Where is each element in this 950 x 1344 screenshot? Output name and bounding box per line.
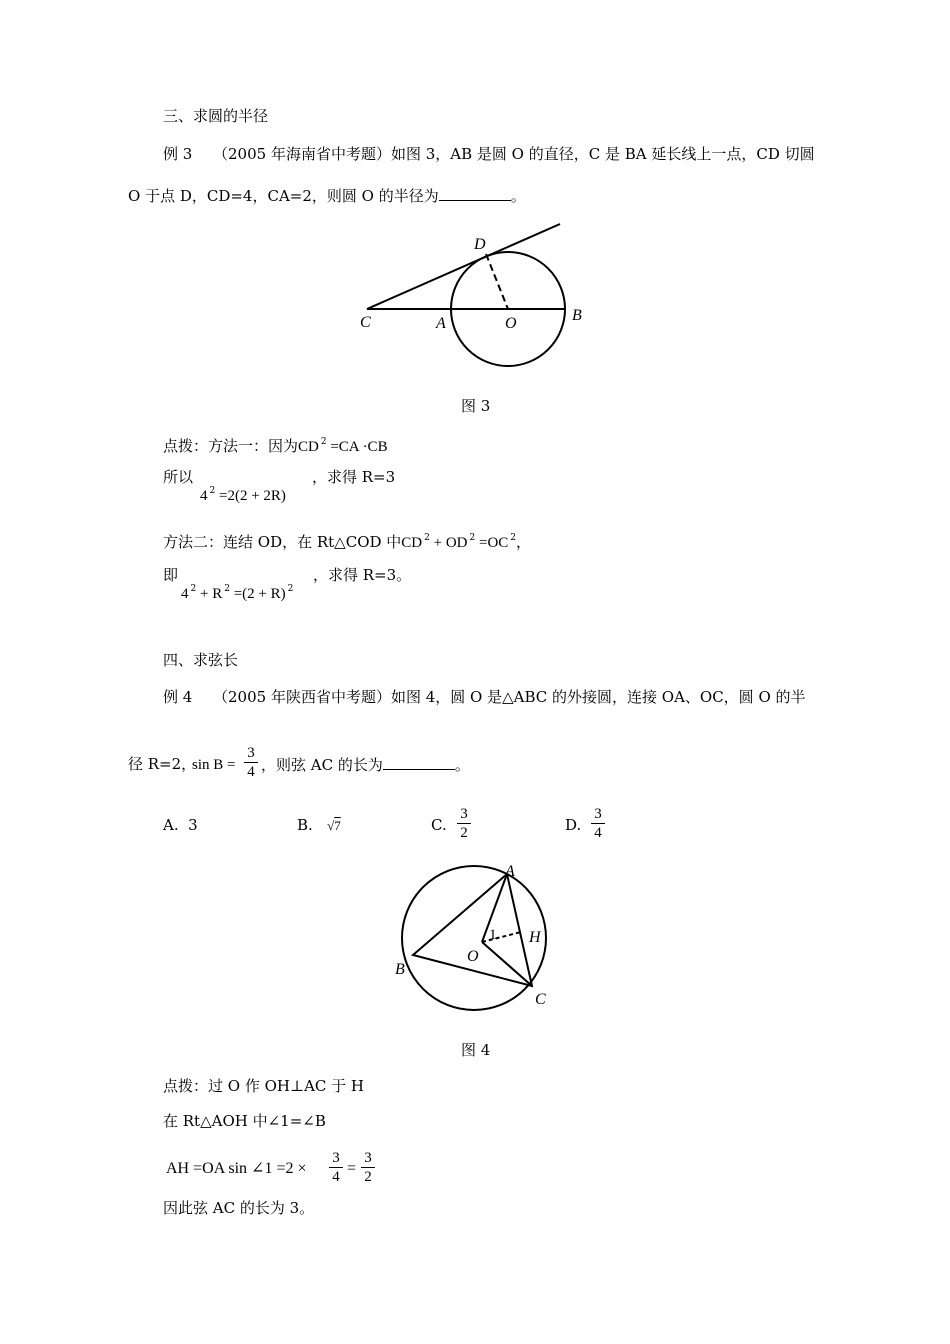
calc-fraction-2: 3 2	[361, 1150, 375, 1185]
example3-label: 例 3	[163, 145, 193, 163]
label-o: O	[505, 315, 517, 332]
option-d-fraction: 3 4	[591, 806, 605, 841]
example4-radius: 径 R=2，	[128, 755, 197, 773]
label-b: B	[572, 307, 582, 324]
hint3-so-label: 所以	[163, 468, 194, 486]
label-angle-1: 1	[489, 927, 497, 943]
option-c-fraction: 3 2	[457, 806, 471, 841]
section3-heading: 三、求圆的半径	[163, 107, 269, 125]
label-c: C	[360, 314, 371, 331]
label-c: C	[535, 991, 546, 1008]
answer-blank	[439, 186, 511, 201]
figure3-caption: 图 3	[461, 397, 491, 415]
label-a: A	[436, 315, 446, 332]
hint3-method2: 方法二：连结 OD，在 Rt△COD 中CD $^2$ + OD $^2$ =OC $^2$，	[163, 533, 532, 551]
tangent-line-cd	[367, 224, 560, 309]
hint3-method1: 点拨：方法一：因为CD $^2$ =CA ·CB	[163, 437, 388, 455]
hint3-ji-formula: 4 $^2$ + R $^2$ =(2 + R) $^2$	[181, 584, 294, 602]
answer-blank	[383, 755, 455, 770]
example4-text-line1: （2005 年陕西省中考题）如图 4，圆 O 是△ABC 的外接圆，连接 OA、OC，圆 O 的半	[213, 688, 806, 706]
hint3-so-result: ，求得 R=3	[312, 468, 396, 486]
option-d-label: D.	[565, 816, 582, 834]
figure4-caption: 图 4	[461, 1041, 491, 1059]
sin-b-fraction: 3 4	[244, 745, 258, 780]
option-c-label: C.	[431, 816, 447, 834]
segment-oh	[482, 932, 521, 942]
option-b: B. √7	[297, 816, 341, 834]
hint3-so-formula: 4 $^2$ =2(2 + 2R)	[200, 486, 286, 504]
label-a: A	[505, 863, 515, 880]
radius-od	[486, 254, 508, 309]
example3-text-line1: （2005 年海南省中考题）如图 3，AB 是圆 O 的直径，C 是 BA 延长线上一点，CD 切圆	[213, 145, 815, 163]
example3-question: O 于点 D，CD=4，CA=2，则圆 O 的半径为	[128, 187, 439, 205]
calc-fraction-1: 3 4	[329, 1150, 343, 1185]
option-a: A. 3	[163, 816, 198, 834]
label-b: B	[395, 961, 405, 978]
hint4-line1: 点拨：过 O 作 OH⊥AC 于 H	[163, 1077, 365, 1095]
hint4-calc: AH =OA sin ∠1 =2 ×	[166, 1160, 307, 1177]
label-o: O	[467, 948, 479, 965]
hint3-ji-result: ，求得 R=3。	[313, 566, 412, 584]
label-d: D	[474, 236, 486, 253]
hint4-line2: 在 Rt△AOH 中∠1=∠B	[163, 1112, 326, 1130]
calc-equals: =	[347, 1160, 357, 1177]
example3-text-line2: O 于点 D，CD=4，CA=2，则圆 O 的半径为 。	[128, 187, 526, 205]
sin-b-formula: sin B =	[192, 757, 236, 773]
section4-heading: 四、求弦长	[163, 651, 239, 669]
figure3-diagram	[340, 218, 600, 388]
figure4-diagram	[385, 858, 575, 1028]
hint3-ji-label: 即	[163, 566, 179, 584]
hint4-conclusion: 因此弦 AC 的长为 3。	[163, 1199, 315, 1217]
label-h: H	[529, 929, 541, 946]
example4-question: ，则弦 AC 的长为 。	[261, 756, 470, 774]
example4-label: 例 4	[163, 688, 193, 706]
circumcircle-o	[402, 866, 546, 1010]
